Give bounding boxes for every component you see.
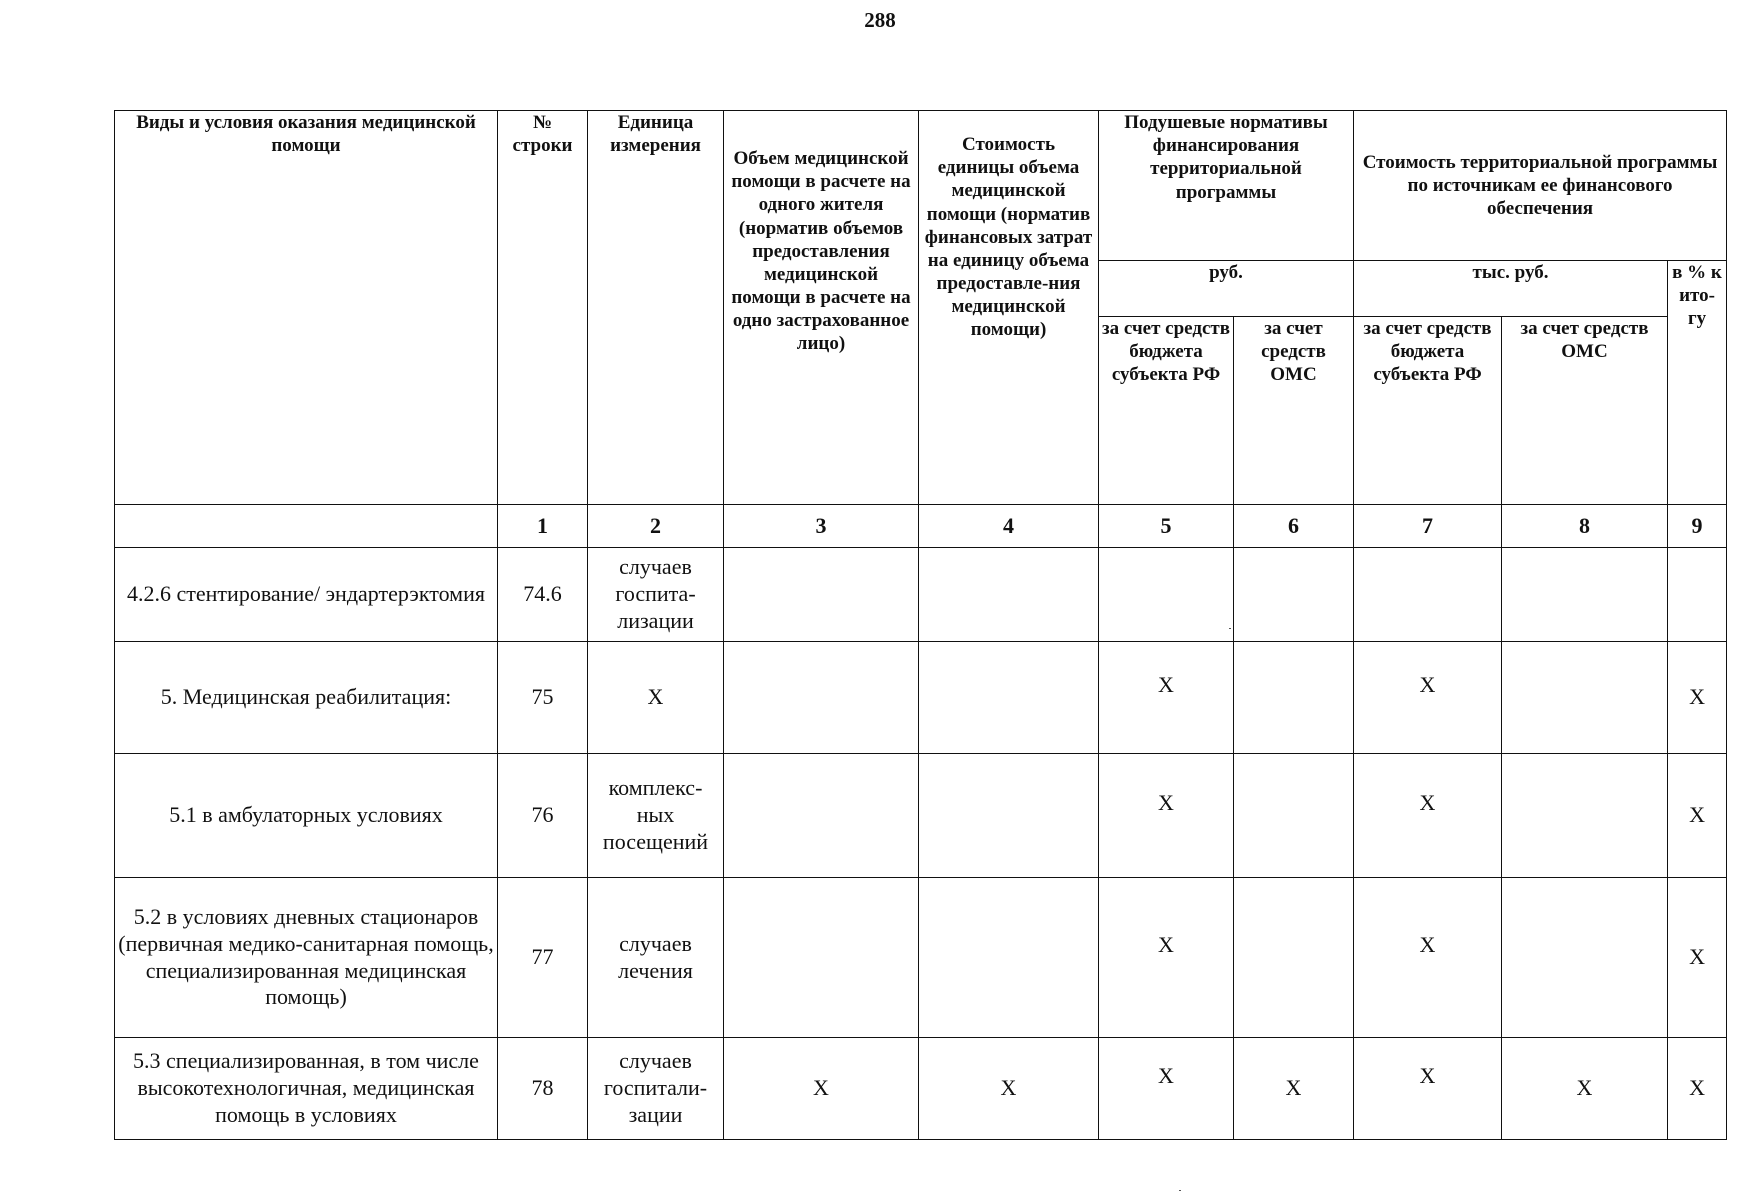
cell-percent (1668, 548, 1727, 642)
column-number: 8 (1502, 505, 1668, 548)
cell-budget-rf (1099, 1038, 1234, 1140)
cell-percent: X (1668, 754, 1727, 878)
column-number: 5 (1099, 505, 1234, 548)
cell-budget-rf (1099, 754, 1234, 878)
cell-volume (724, 642, 919, 754)
header-thous-rub: тыс. руб. (1354, 261, 1668, 317)
column-numbers-row (115, 505, 1727, 548)
column-number-blank (115, 505, 498, 548)
cell-program-budget-rf (1354, 548, 1502, 642)
column-number: 4 (919, 505, 1099, 548)
cell-program-budget-rf (1354, 1038, 1502, 1140)
cell-oms: X (1234, 1038, 1354, 1140)
row-name: 5.3 специализированная, в том числе высокотехнологичная, медицинская помощь в условиях (115, 1038, 498, 1140)
x-mark: X (1419, 672, 1436, 698)
row-unit: случаев госпитали-зации (588, 1038, 724, 1140)
cell-program-budget-rf (1354, 754, 1502, 878)
scan-speck (1179, 1190, 1181, 1191)
header-oms-2: за счет средств ОМС (1502, 317, 1668, 505)
row-unit: X (588, 642, 724, 754)
column-number: 3 (724, 505, 919, 548)
cell-cost: X (919, 1038, 1099, 1140)
cell-program-oms (1502, 878, 1668, 1038)
cell-oms (1234, 548, 1354, 642)
cell-program-budget-rf (1354, 878, 1502, 1038)
row-name: 5.1 в амбулаторных условиях (115, 754, 498, 878)
cell-volume (724, 548, 919, 642)
cell-volume (724, 878, 919, 1038)
cell-cost (919, 878, 1099, 1038)
row-number: 75 (498, 642, 588, 754)
header-kinds: Виды и условия оказания медицинской помощи (115, 111, 498, 505)
column-number: 9 (1668, 505, 1727, 548)
x-mark: X (1158, 672, 1174, 698)
column-number: 1 (498, 505, 588, 548)
cell-budget-rf (1099, 548, 1234, 642)
header-budget-rf: за счет средств бюджета субъекта РФ (1099, 317, 1234, 505)
cell-volume (724, 754, 919, 878)
header-budget-rf-2: за счет средств бюджета субъекта РФ (1354, 317, 1502, 505)
x-mark: X (1158, 1063, 1174, 1089)
x-mark: X (1158, 790, 1174, 816)
cell-oms (1234, 754, 1354, 878)
x-mark: X (1419, 1063, 1436, 1089)
row-unit: случаев лечения (588, 878, 724, 1038)
x-mark: X (1419, 790, 1436, 816)
cell-program-budget-rf (1354, 642, 1502, 754)
header-per-capita: Подушевые нормативы финансирования территориальной программы (1099, 111, 1354, 261)
cell-cost (919, 754, 1099, 878)
cell-cost (919, 642, 1099, 754)
table-row (115, 878, 1727, 1038)
cell-percent: X (1668, 642, 1727, 754)
row-name: 5. Медицинская реабилитация: (115, 642, 498, 754)
header-volume: Объем медицинской помощи в расчете на одного жителя (норматив объемов предоставления медицинской помощи в расчете на одно застрахованное лицо) (724, 111, 919, 505)
x-mark: X (1158, 932, 1174, 958)
cell-budget-rf (1099, 878, 1234, 1038)
header-unit: Единица измерения (588, 111, 724, 505)
cell-volume: X (724, 1038, 919, 1140)
page-number: 288 (864, 8, 896, 32)
scan-speck (1229, 628, 1231, 629)
row-number: 78 (498, 1038, 588, 1140)
cell-cost (919, 548, 1099, 642)
row-number: 76 (498, 754, 588, 878)
cell-program-oms: X (1502, 1038, 1668, 1140)
row-unit: случаев госпита-лизации (588, 548, 724, 642)
cell-percent: X (1668, 878, 1727, 1038)
table-row (115, 548, 1727, 642)
header-cost: Стоимость единицы объема медицинской помощи (норматив финансовых затрат на единицу объема предоставле-ния медицинской помощи) (919, 111, 1099, 505)
x-mark: X (1419, 932, 1436, 958)
table-row (115, 1038, 1727, 1140)
cell-percent: X (1668, 1038, 1727, 1140)
row-name: 5.2 в условиях дневных стационаров (первичная медико-санитарная помощь, специализированная медицинская помощь) (115, 878, 498, 1038)
table-row (115, 754, 1727, 878)
cell-program-oms (1502, 642, 1668, 754)
row-number: 77 (498, 878, 588, 1038)
column-number: 7 (1354, 505, 1502, 548)
cell-budget-rf (1099, 642, 1234, 754)
header-percent: в % к ито-гу (1668, 261, 1727, 505)
cell-oms (1234, 642, 1354, 754)
table-row (115, 642, 1727, 754)
cell-program-oms (1502, 754, 1668, 878)
cell-oms (1234, 878, 1354, 1038)
norms-table (114, 110, 1727, 1140)
row-number: 74.6 (498, 548, 588, 642)
row-name: 4.2.6 стентирование/ эндартерэктомия (115, 548, 498, 642)
header-rub: руб. (1099, 261, 1354, 317)
header-program-cost: Стоимость территориальной программы по источникам ее финансового обеспечения (1354, 111, 1727, 261)
column-number: 2 (588, 505, 724, 548)
row-unit: комплекс-ных посещений (588, 754, 724, 878)
column-number: 6 (1234, 505, 1354, 548)
header-oms: за счет средств ОМС (1234, 317, 1354, 505)
header-row-no: № строки (498, 111, 588, 505)
cell-program-oms (1502, 548, 1668, 642)
